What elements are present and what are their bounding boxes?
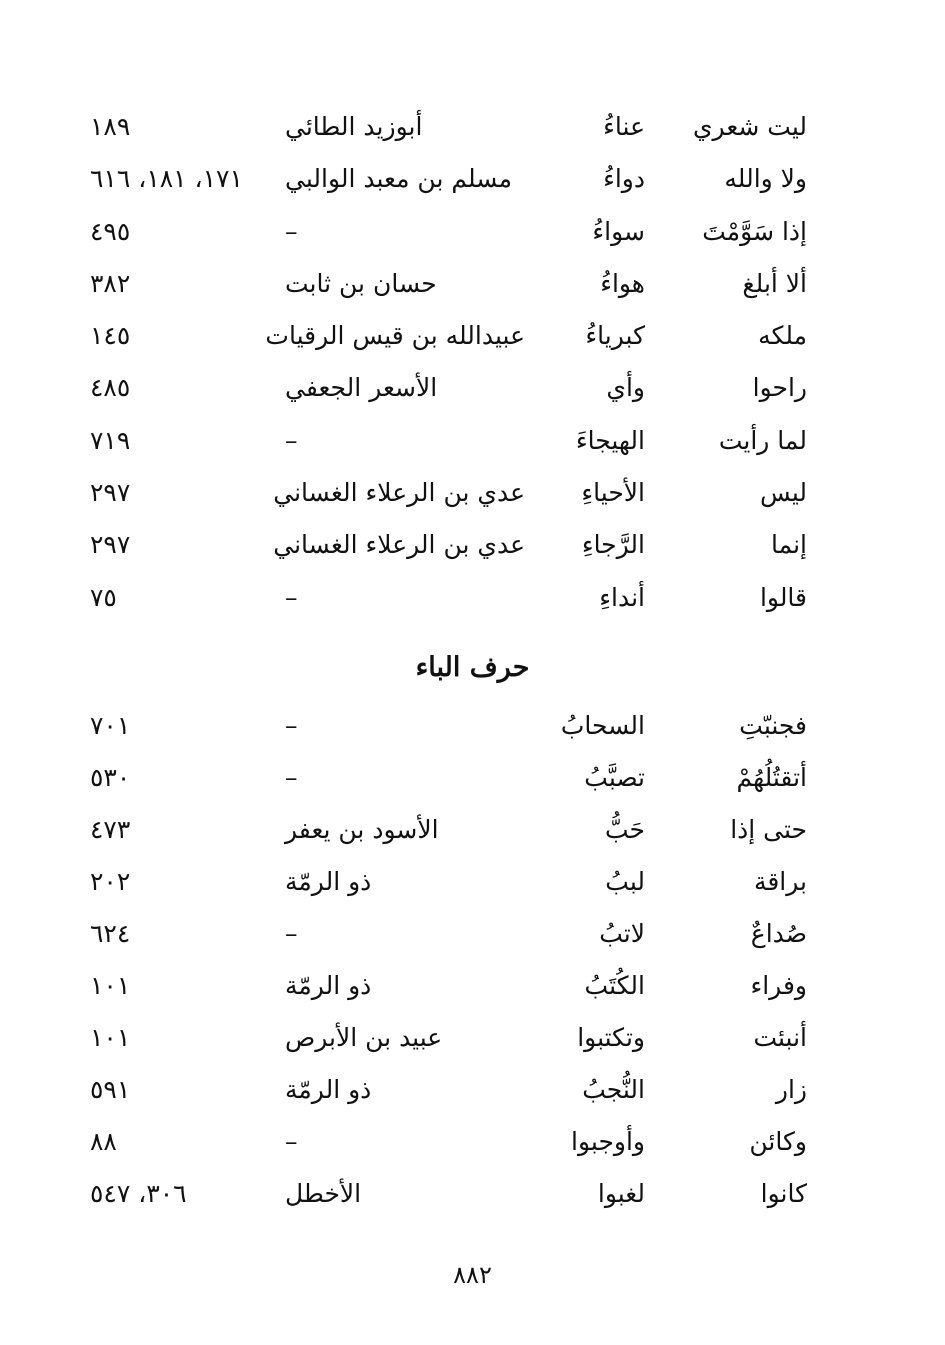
index-row	[0, 703, 945, 755]
first-words: حتى إذا	[730, 815, 807, 844]
page-refs: ٣٨٢	[90, 268, 131, 298]
first-words: زار	[775, 1075, 807, 1104]
first-words: كانوا	[760, 1179, 807, 1208]
first-words: براقة	[753, 867, 807, 896]
rhyme-word: لغبوا	[597, 1179, 645, 1208]
poet-name: أبوزيد الطائي	[285, 112, 423, 141]
poet-name: ذو الرمّة	[285, 867, 372, 896]
index-row	[0, 1067, 945, 1119]
page-refs: ٢٩٧	[90, 530, 131, 560]
poet-name: الأخطل	[285, 1179, 362, 1208]
first-words: إذا سَوَّمْتَ	[702, 216, 807, 246]
poet-name: –	[285, 582, 298, 612]
page-refs: ٢٠٢	[90, 867, 131, 896]
rhyme-word: السحابُ	[560, 711, 645, 740]
page-refs: ٧٥	[90, 582, 117, 612]
first-words: ليس	[759, 478, 807, 508]
rhyme-word: سواءُ	[592, 216, 645, 246]
poet-name: عدي بن الرعلاء الغساني	[273, 530, 525, 560]
page-refs: ٢٩٧	[90, 478, 131, 508]
rhyme-word: الأحياءِ	[581, 478, 645, 508]
page-number: ٨٨٢	[453, 1261, 492, 1289]
poet-name: –	[285, 216, 298, 246]
index-row	[0, 522, 945, 574]
rhyme-word: دواءُ	[603, 164, 645, 194]
page-refs: ١٧١، ١٨١، ٦١٦	[90, 164, 243, 194]
page-refs: ٣٠٦، ٥٤٧	[90, 1179, 187, 1208]
rhyme-word: تصبَّبُ	[584, 763, 645, 792]
poet-name: عبيد بن الأبرص	[285, 1023, 443, 1052]
first-words: فجنبّتِ	[739, 711, 807, 740]
poet-name: –	[285, 763, 298, 792]
poet-name: ذو الرمّة	[285, 1075, 372, 1104]
first-words: إنما	[771, 530, 807, 560]
poet-name: الأسعر الجعفي	[285, 373, 438, 403]
poet-name: عدي بن الرعلاء الغساني	[273, 478, 525, 508]
rhyme-word: النُّجبُ	[582, 1075, 645, 1104]
rhyme-word: وتكتبوا	[577, 1023, 645, 1052]
page-refs: ٥٩١	[90, 1075, 131, 1104]
page-refs: ٨٨	[90, 1127, 117, 1156]
rhyme-word: حَبُّ	[604, 815, 645, 844]
page-refs: ٥٣٠	[90, 763, 131, 792]
index-row	[0, 313, 945, 365]
rhyme-word: كبرياءُ	[585, 321, 645, 351]
index-row	[0, 963, 945, 1015]
poet-name: ذو الرمّة	[285, 971, 372, 1000]
first-words: راحوا	[752, 373, 807, 403]
page-refs: ١٨٩	[90, 112, 131, 141]
rhyme-index-section-ba	[0, 703, 945, 1223]
poet-name: مسلم بن معبد الوالبي	[285, 164, 512, 194]
index-row	[0, 209, 945, 261]
rhyme-word: هواءُ	[600, 268, 645, 298]
first-words: صُداعٌ	[750, 919, 807, 948]
page-refs: ٧١٩	[90, 425, 131, 455]
poet-name: عبيدالله بن قيس الرقيات	[265, 321, 525, 351]
index-row	[0, 575, 945, 627]
index-row	[0, 1171, 945, 1223]
rhyme-word: الرَّجاءِ	[581, 530, 645, 560]
section-heading: حرف الباء	[415, 652, 530, 683]
rhyme-word: وأوجبوا	[571, 1127, 645, 1156]
first-words: لما رأيت	[718, 425, 807, 455]
page-refs: ٤٩٥	[90, 216, 131, 246]
index-row	[0, 1015, 945, 1067]
poet-name: –	[285, 425, 298, 455]
index-row	[0, 365, 945, 417]
index-row	[0, 261, 945, 313]
first-words: ألا أبلغ	[742, 268, 807, 298]
page-refs: ٤٧٣	[90, 815, 131, 844]
page-refs: ١٠١	[90, 1023, 131, 1052]
poet-name: –	[285, 919, 298, 948]
page-refs: ٦٢٤	[90, 919, 131, 948]
rhyme-index-section-hamza	[0, 104, 945, 627]
index-row	[0, 1119, 945, 1171]
poet-name: الأسود بن يعفر	[285, 815, 439, 844]
page-refs: ١٤٥	[90, 321, 131, 351]
index-row	[0, 807, 945, 859]
rhyme-word: عناءُ	[603, 112, 645, 141]
first-words: وفراء	[750, 971, 807, 1000]
index-row	[0, 418, 945, 470]
first-words: ليت شعري	[692, 112, 807, 141]
rhyme-word: لببُ	[605, 867, 645, 896]
rhyme-word: الكُتَبُ	[584, 971, 645, 1000]
rhyme-word: وأي	[606, 373, 645, 403]
index-row	[0, 911, 945, 963]
poet-name: –	[285, 1127, 298, 1156]
first-words: ولا والله	[724, 164, 807, 194]
first-words: ملكه	[758, 321, 807, 351]
index-row	[0, 104, 945, 156]
first-words: وكائن	[749, 1127, 807, 1156]
first-words: أنبئت	[753, 1023, 807, 1052]
first-words: أتقتُلُهُمْ	[736, 763, 807, 792]
rhyme-word: الهيجاءَ	[575, 425, 645, 455]
page-refs: ٤٨٥	[90, 373, 131, 403]
rhyme-word: أنداءِ	[599, 582, 645, 612]
page-refs: ٧٠١	[90, 711, 131, 740]
poet-name: –	[285, 711, 298, 740]
index-row	[0, 156, 945, 208]
poet-name: حسان بن ثابت	[285, 268, 437, 298]
first-words: قالوا	[759, 582, 807, 612]
rhyme-word: لاتبُ	[599, 919, 645, 948]
index-row	[0, 859, 945, 911]
page-refs: ١٠١	[90, 971, 131, 1000]
index-row	[0, 470, 945, 522]
index-row	[0, 755, 945, 807]
